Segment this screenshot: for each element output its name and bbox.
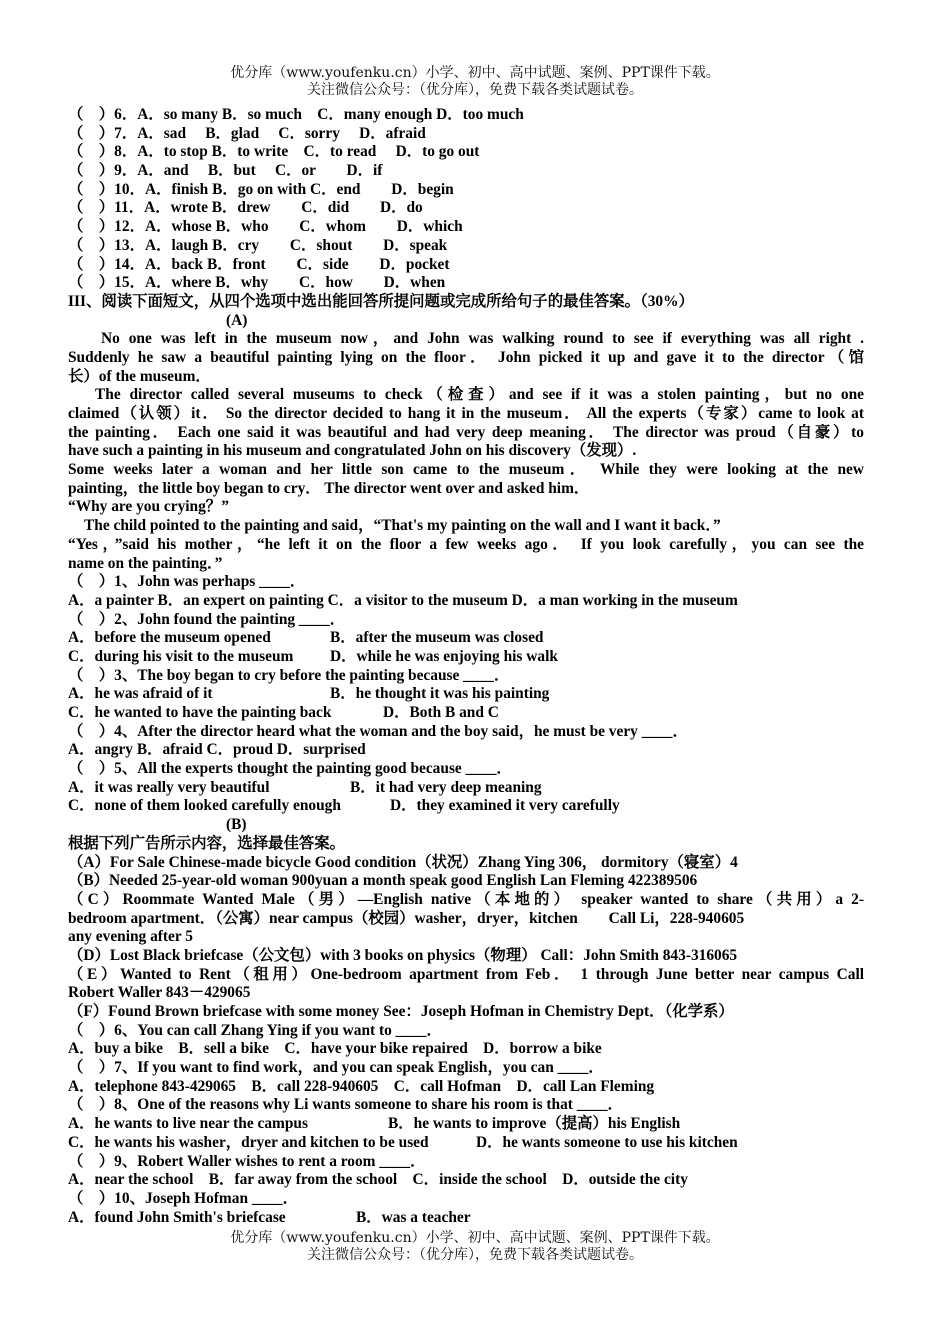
cloze-item-15: （ ）15．A．where B．why C．how D．when [68,274,446,292]
part-b-intro: 根据下列广告所示内容，选择最佳答案。 [68,834,346,852]
cloze-item-12: （ ）12．A．whose B．who C．whom D．which [68,218,463,236]
question-a5: （ ）5、All the experts thought the painting good because ____． [68,760,512,778]
ad-f: （F）Found Brown briefcase with some money See：Joseph Hofman in Chemistry Dept．（化学系） [68,1003,734,1020]
header-site-line: 优分库（www.youfenku.cn）小学、初中、高中试题、案例、PPT课件下载。 [230,65,720,81]
passage-line: “Why are you crying？” [68,498,229,516]
document-body [68,106,864,1227]
option: B．after the museum was closed [330,629,544,647]
option: C．he wanted to have the painting back [68,704,332,721]
cloze-item-9: （ ）9．A．and B．but C．or D．if [68,162,383,180]
passage-line: 长）of the museum． [68,367,211,385]
option: B．he wants to improve（提高）his English [388,1115,681,1133]
header-wechat-line: 关注微信公众号：（优分库），免费下载各类试题试卷。 [307,82,643,98]
option: B．he thought it was his painting [330,685,550,703]
options-b7: A．telephone 843-429065 B．call 228-940605 C．call Hofman D．call Lan Fleming [68,1077,655,1095]
options-b8-row2 [68,1134,864,1153]
option: A．found John Smith's briefcase [68,1208,286,1226]
passage-line: the painting． Each one said it was beautiful and had very deep meaning． The director was proud（自豪）to [68,423,864,441]
passage-line: painting，the little boy began to cry． The director went over and asked him． [68,479,590,497]
ad-c: （C）Roommate Wanted Male（男）—English native（本地的） speaker wanted to share（共用）a 2- [68,890,864,908]
question-a2: （ ）2、John found the painting ____． [68,610,346,628]
passage-line: “Yes，”said his mother，“he left it on the floor a few weeks ago． If you look carefully，you can see the [68,535,864,553]
option: A．he wants to live near the campus [68,1115,308,1133]
cloze-item-6: （ ）6．A．so many B．so much C．many enough D．too much [68,106,524,123]
options-b6: A．buy a bike B．sell a bike C．have your bike repaired D．borrow a bike [68,1040,602,1058]
options-a5-row2 [68,797,864,816]
ad-a: （A）For Sale Chinese-made bicycle Good condition（状况）Zhang Ying 306， dormitory（寝室）4 [68,853,738,871]
question-a1: （ ）1、John was perhaps ____． [68,573,306,591]
option: A．he was afraid of it [68,685,213,703]
option: D．they examined it very carefully [390,797,620,815]
ad-b: （B）Needed 25-year-old woman 900yuan a month speak good English Lan Fleming 422389506 [68,872,698,890]
question-b6: （ ）6、You can call Zhang Ying if you want to ____． [68,1021,442,1039]
passage-line: have such a painting in his museum and congratulated John on his discovery（发现）. [68,442,637,460]
part-a-label: (A) [226,311,248,329]
options-a5-row1 [68,779,864,798]
ad-e-cont: Robert Waller 843－429065 [68,984,251,1002]
option: C．none of them looked carefully enough [68,797,341,815]
passage-line: The director called several museums to check（检查）and see if it was a stolen painting，but no one [95,386,864,404]
question-a3: （ ）3、The boy began to cry before the painting because ____． [68,666,510,684]
passage-line: Some weeks later a woman and her little son came to the museum． While they were looking at the new [68,461,864,479]
passage-line: The child pointed to the painting and said，“That's my painting on the wall and I want it back．” [84,517,721,535]
options-a1: A．a painter B．an expert on painting C．a visitor to the museum D．a man working in the museum [68,591,738,609]
options-b9: A．near the school B．far away from the school C．inside the school D．outside the city [68,1171,688,1189]
cloze-item-13: （ ）13．A．laugh B．cry C．shout D．speak [68,236,448,254]
ad-c-cont: bedroom apartment．（公寓）near campus（校园）washer，dryer，kitchen Call Li，228-940605 [68,909,745,927]
options-a3-row1 [68,685,864,704]
page-footer [0,1230,950,1264]
options-b10-row1 [68,1209,864,1228]
ad-d: （D）Lost Black briefcase（公文包）with 3 books on physics（物理） Call：John Smith 843-316065 [68,946,738,964]
option: B．it had very deep meaning [350,778,542,796]
question-a4: （ ）4、After the director heard what the woman and the boy said，he must be very ____． [68,722,688,740]
option: B．was a teacher [356,1208,471,1226]
option: C．he wants his washer，dryer and kitchen to be used [68,1133,429,1151]
options-a4: A．angry B．afraid C．proud D．surprised [68,741,366,759]
passage-line: claimed（认领）it． So the director decided to hang it in the museum． All the experts（专家）came to look at [68,405,864,422]
passage-line: No one was left in the museum now，and John was walking round to see if everything was all right . [101,330,864,348]
cloze-item-8: （ ）8．A．to stop B．to write C．to read D．to go out [68,143,480,161]
cloze-item-11: （ ）11．A．wrote B．drew C．did D．do [68,199,423,217]
cloze-item-7: （ ）7．A．sad B．glad C．sorry D．afraid [68,124,426,142]
footer-wechat-line: 关注微信公众号：（优分库），免费下载各类试题试卷。 [307,1247,643,1263]
part-b-label: (B) [226,816,247,834]
ad-c-cont: any evening after 5 [68,928,193,946]
option: D．he wants someone to use his kitchen [476,1133,738,1151]
cloze-item-10: （ ）10．A．finish B．go on with C．end D．begin [68,180,454,198]
ad-e: （E）Wanted to Rent（租用）One-bedroom apartment from Feb． 1 through June better near campus Call [68,965,864,983]
options-b8-row1 [68,1115,864,1134]
question-b10: （ ）10、Joseph Hofman ____． [68,1189,299,1207]
passage-line: name on the painting．” [68,554,223,572]
option: A．it was really very beautiful [68,778,270,796]
question-b7: （ ）7、If you want to find work，and you can speak English，you can ____． [68,1059,604,1077]
options-a2-row2 [68,648,864,667]
section-heading: III、阅读下面短文，从四个选项中选出能回答所提问题或完成所给句子的最佳答案。（30%） [68,292,694,310]
question-b9: （ ）9、Robert Waller wishes to rent a room ____． [68,1152,426,1170]
option: D．while he was enjoying his walk [330,647,558,665]
option: A．before the museum opened [68,629,271,647]
passage-line: Suddenly he saw a beautiful painting lying on the floor． John picked it up and gave it to the director（馆 [68,348,864,366]
option: D．Both B and C [383,704,499,721]
cloze-item-14: （ ）14．A．back B．front C．side D．pocket [68,255,450,273]
option: C．during his visit to the museum [68,647,294,665]
question-b8: （ ）8、One of the reasons why Li wants someone to share his room is that ____． [68,1096,623,1114]
options-a2-row1 [68,629,864,648]
page-header [0,65,950,99]
footer-site-line: 优分库（www.youfenku.cn）小学、初中、高中试题、案例、PPT课件下载。 [230,1230,720,1246]
options-a3-row2 [68,704,864,723]
